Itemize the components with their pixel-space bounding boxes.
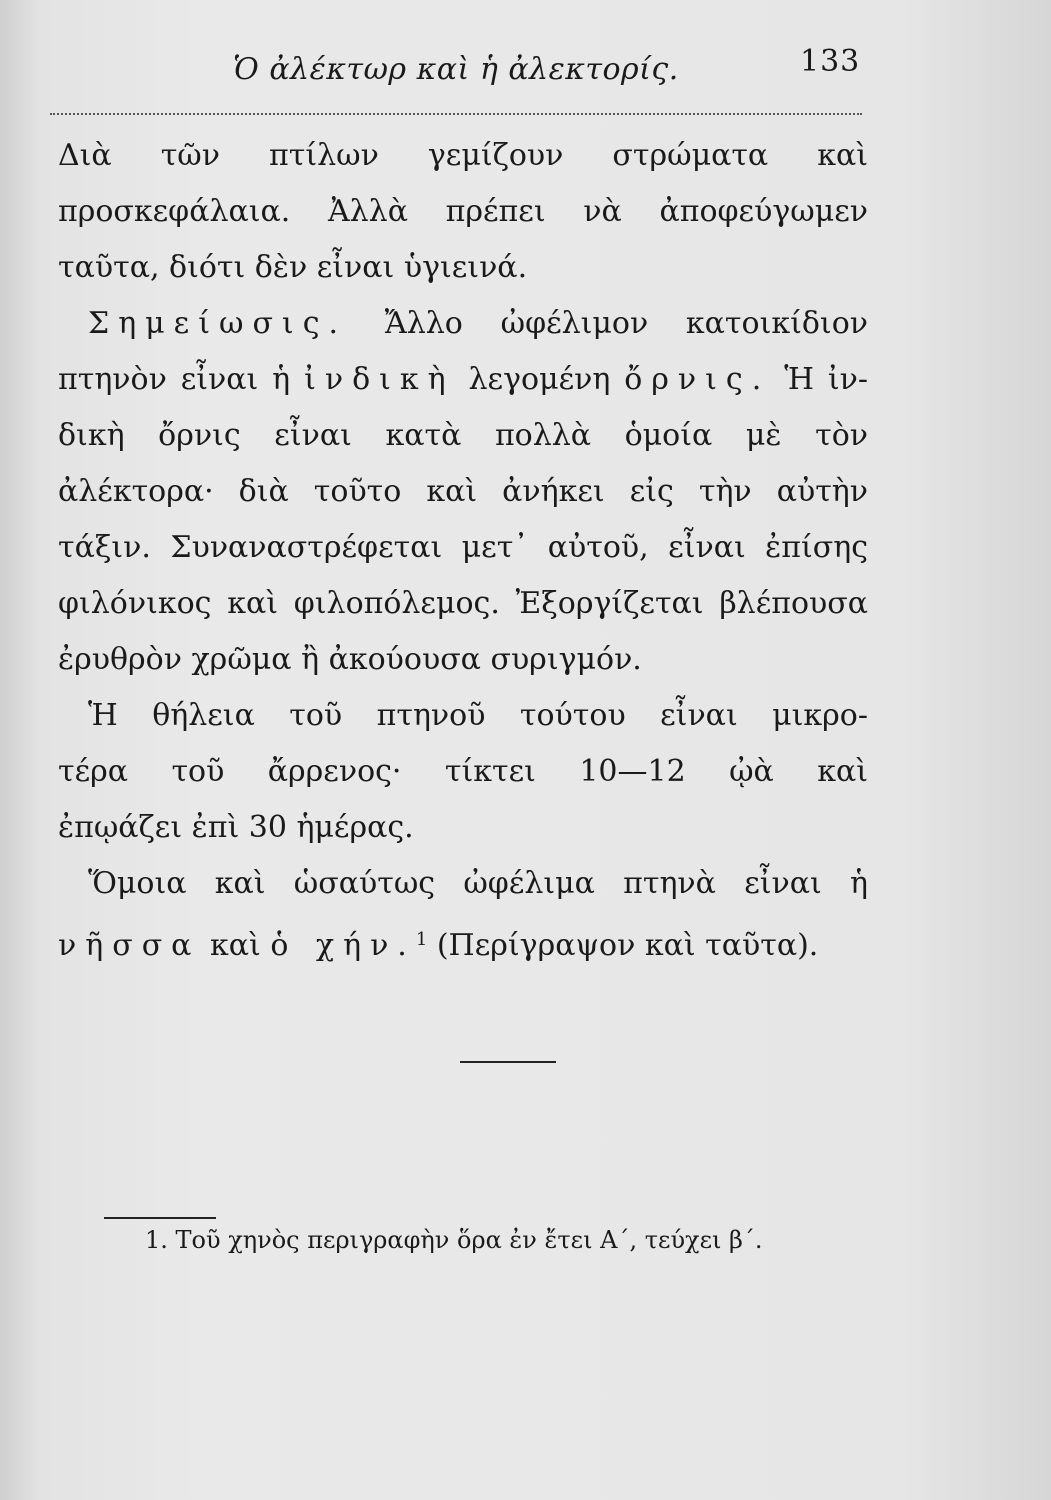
- text-line: ταῦτα, διότι δὲν εἶναι ὑγιεινά.: [58, 250, 528, 285]
- note-heading: Σημείωσις.: [88, 306, 348, 341]
- emphasized-term: ἰνδικὴ: [304, 362, 455, 397]
- footnote: 1. Τοῦ χηνὸς περιγραφὴν ὅρα ἐν ἔτει Α΄, τεύχει β΄.: [145, 1226, 763, 1254]
- text-line: τάξιν. Συναναστρέφεται μετ᾽ αὐτοῦ, εἶναι ἐπίσης: [58, 530, 868, 565]
- text-line: ἀλέκτορα· διὰ τοῦτο καὶ ἀνήκει εἰς τὴν αὐτὴν: [58, 474, 868, 509]
- text-span: καὶ: [209, 928, 261, 963]
- emphasized-term: ὁ χήν.: [270, 928, 416, 963]
- text-line: Ἡ θήλεια τοῦ πτηνοῦ τούτου εἶναι μικρο-: [88, 698, 868, 733]
- text-span: Ἡ ἰν-: [784, 362, 868, 397]
- text-span: πτηνὸν εἶναι ἡ: [58, 362, 291, 397]
- text-line: Διὰ τῶν πτίλων γεμίζουν στρώματα καὶ: [58, 138, 868, 173]
- text-line: [58, 296, 868, 352]
- text-line: προσκεφάλαια. Ἀλλὰ πρέπει νὰ ἀποφεύγωμεν: [58, 194, 868, 229]
- running-title: Ὁ ἀλέκτωρ καὶ ἡ ἀλεκτορίς.: [233, 52, 679, 87]
- text-line: Ὅμοια καὶ ὡσαύτως ὠφέλιμα πτηνὰ εἶναι ἡ: [88, 866, 868, 901]
- text-line: δικὴ ὄρνις εἶναι κατὰ πολλὰ ὁμοία μὲ τὸν: [58, 418, 868, 453]
- emphasized-term: ὄρνις.: [624, 362, 771, 397]
- text-span: λεγομένη: [468, 362, 611, 397]
- text-line: φιλόνικος καὶ φιλοπόλεμος. Ἐξοργίζεται βλέπουσα: [58, 586, 868, 621]
- section-end-rule: [460, 1061, 556, 1063]
- text-line: [58, 912, 868, 968]
- footnote-marker: 1: [415, 929, 428, 950]
- text-line: ἐπῳάζει ἐπὶ 30 ἡμέρας.: [58, 810, 414, 845]
- text-line: ἐρυθρὸν χρῶμα ἢ ἀκούουσα συριγμόν.: [58, 642, 642, 677]
- text-line: τέρα τοῦ ἄρρενος· τίκτει 10—12 ᾠὰ καὶ: [58, 754, 868, 789]
- text-span: (Περίγραψον καὶ ταῦτα).: [436, 928, 819, 963]
- page-number: 133: [800, 44, 861, 79]
- header-rule: [50, 113, 862, 115]
- text-line: [58, 352, 868, 408]
- emphasized-term: νῆσσα: [58, 928, 201, 963]
- body-text: [58, 128, 868, 968]
- text-span: Ἄλλο ὠφέλιμον κατοικίδιον: [384, 306, 868, 341]
- footnote-rule: [104, 1217, 216, 1219]
